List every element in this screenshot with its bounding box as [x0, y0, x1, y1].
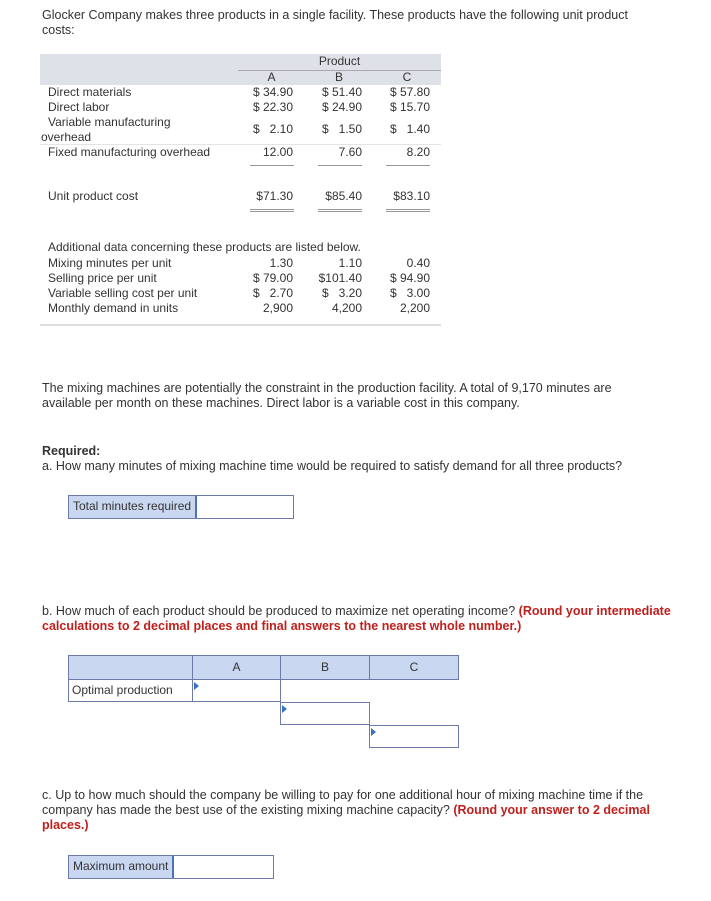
- cell-dm-b: $ 51.40: [321, 85, 362, 99]
- cell-dm-a: $ 34.90: [252, 85, 293, 99]
- total-double-line-b: [318, 209, 362, 212]
- cell-fmo-c: 8.20: [406, 145, 430, 159]
- cell-vmo-b: $ 1.50: [321, 122, 362, 136]
- total-minutes-label: Total minutes required: [69, 496, 195, 518]
- total-minutes-input[interactable]: [195, 496, 293, 518]
- additional-data-title: Additional data concerning these products are listed below.: [48, 240, 361, 254]
- subtotal-line-a: [250, 165, 294, 166]
- row-label-monthly-demand: Monthly demand in units: [48, 301, 179, 315]
- answer-a-box: [68, 495, 294, 519]
- cell-total-c: $83.10: [393, 189, 430, 203]
- optimal-production-input-c[interactable]: [369, 725, 459, 748]
- column-header-b: B: [334, 70, 343, 84]
- intro-text: Glocker Company makes three products in a single facility. These products have the following unit product costs:: [42, 8, 628, 37]
- cell-demand-b: 4,200: [331, 301, 362, 315]
- product-group-header: Product: [318, 54, 361, 68]
- cell-dm-c: $ 57.80: [389, 85, 430, 99]
- cell-vsc-c: $ 3.00: [389, 286, 430, 300]
- cell-mix-a: 1.30: [269, 256, 293, 270]
- row-label-mixing-minutes: Mixing minutes per unit: [48, 256, 172, 270]
- answer-c-box: [68, 855, 274, 879]
- column-header-c: C: [402, 70, 412, 84]
- b-column-header-b: B: [280, 655, 370, 680]
- cell-total-b: $85.40: [325, 189, 362, 203]
- row-label-selling-price: Selling price per unit: [48, 271, 157, 285]
- row-label-variable-mfg-line1: Variable manufacturing: [48, 115, 171, 129]
- question-b-note: (Round your intermediate calculations to 2 decimal places and final answers to the nearest whole number.): [42, 604, 671, 633]
- cell-dl-c: $ 15.70: [389, 100, 430, 114]
- question-c-note: (Round your answer to 2 decimal places.): [42, 803, 650, 832]
- cell-fmo-a: 12.00: [262, 145, 293, 159]
- total-double-line-a: [250, 209, 294, 212]
- maximum-amount-input[interactable]: [172, 856, 273, 878]
- subtotal-line-b: [318, 165, 362, 166]
- cell-price-b: $101.40: [318, 271, 362, 285]
- row-label-unit-product-cost: Unit product cost: [48, 189, 139, 203]
- cell-mix-c: 0.40: [406, 256, 430, 270]
- input-marker-icon: [194, 682, 199, 690]
- subtotal-line-c: [386, 165, 430, 166]
- input-marker-icon: [371, 728, 376, 736]
- question-b-text: b. How much of each product should be produced to maximize net operating income?: [42, 604, 516, 618]
- optimal-production-input-b[interactable]: [280, 702, 370, 725]
- row-label-fixed-mfg: Fixed manufacturing overhead: [48, 145, 211, 159]
- maximum-amount-label: Maximum amount: [69, 856, 172, 878]
- row-label-direct-materials: Direct materials: [48, 85, 132, 99]
- cell-vmo-a: $ 2.10: [252, 122, 293, 136]
- cell-price-c: $ 94.90: [389, 271, 430, 285]
- optimal-production-label: Optimal production: [68, 679, 194, 702]
- cell-total-a: $71.30: [256, 189, 293, 203]
- cell-vsc-b: $ 3.20: [321, 286, 362, 300]
- cell-mix-b: 1.10: [338, 256, 362, 270]
- question-a: a. How many minutes of mixing machine time would be required to satisfy demand for all three products?: [42, 459, 623, 473]
- required-title: Required:: [42, 444, 101, 458]
- cell-demand-a: 2,900: [262, 301, 293, 315]
- b-column-header-c: C: [369, 655, 459, 680]
- row-label-variable-mfg-line2: overhead: [41, 130, 92, 144]
- question-c-text: c. Up to how much should the company be willing to pay for one additional hour of mixing machine time if the company has made the best use of the existing mixing machine capacity?: [42, 788, 644, 817]
- row-label-direct-labor: Direct labor: [48, 100, 110, 114]
- b-column-header-a: A: [192, 655, 281, 680]
- cell-dl-b: $ 24.90: [321, 100, 362, 114]
- cell-dl-a: $ 22.30: [252, 100, 293, 114]
- table-b-corner: [68, 655, 194, 680]
- cell-demand-c: 2,200: [399, 301, 430, 315]
- input-marker-icon: [282, 705, 287, 713]
- table-bottom-border: [40, 324, 441, 326]
- cell-fmo-b: 7.60: [338, 145, 362, 159]
- cell-vmo-c: $ 1.40: [389, 122, 430, 136]
- cell-vsc-a: $ 2.70: [252, 286, 293, 300]
- row-label-variable-selling-cost: Variable selling cost per unit: [48, 286, 198, 300]
- question-b: [42, 604, 682, 634]
- cell-price-a: $ 79.00: [252, 271, 293, 285]
- column-header-a: A: [267, 70, 276, 84]
- question-c: [42, 788, 674, 833]
- total-double-line-c: [386, 209, 430, 212]
- constraint-text: The mixing machines are potentially the constraint in the production facility. A total of 9,170 minutes are available per month on these machines. Direct labor is a variable cost in this company.: [42, 381, 612, 410]
- optimal-production-input-a[interactable]: [192, 679, 281, 702]
